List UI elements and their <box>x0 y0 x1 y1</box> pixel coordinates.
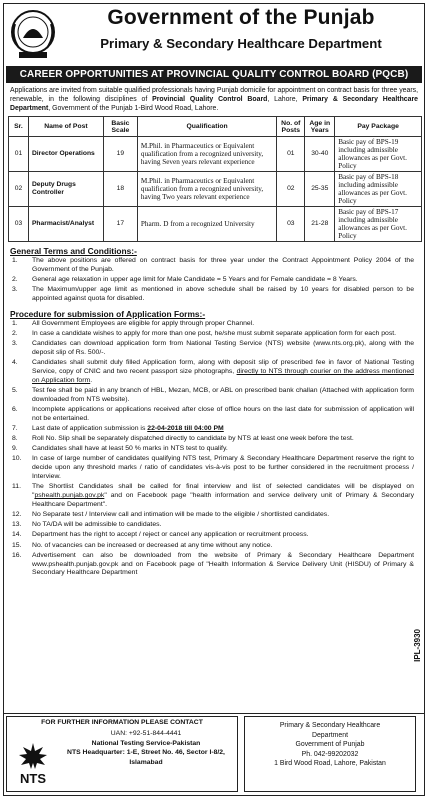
cell-age: 21-28 <box>305 207 335 242</box>
cell-pay: Basic pay of BPS-19 including admissible allowances as per Govt. Policy <box>335 137 422 172</box>
courier-instruction: directly to NTS through courier on the address mentioned on Application form <box>32 368 414 385</box>
nts-name: National Testing Service-Pakistan <box>91 739 201 747</box>
item-text: No. of vacancies can be increased or decreased at any time without any notice. <box>32 541 273 549</box>
website-link[interactable]: pshealth.punjab.gov.pk <box>34 492 105 500</box>
intro-paragraph <box>4 83 424 116</box>
item-text: In case of large number of candidates qualifying NTS test, Primary & Secondary Healthcare Department reserve the right to decide upon any threshold marks / ratio of candidates vis-à-vis post to be further considered in the recruitment process / Interview. <box>32 455 414 481</box>
table-row <box>9 137 422 172</box>
item-text: Last date of application submission is <box>32 425 148 433</box>
list-item <box>10 552 414 579</box>
list-item <box>10 359 414 386</box>
item-text: Candidates shall have at least 50 % marks in NTS test to qualify. <box>32 445 228 453</box>
cell-post: Director Operations <box>28 137 103 172</box>
column-header: Pay Package <box>335 117 422 137</box>
department-line: Primary & Secondary Healthcare <box>279 722 381 729</box>
terms-heading: General Terms and Conditions:- <box>10 246 137 256</box>
item-text: The Shortlist Candidates shall be called for final interview and list of selected candidates will be displayed on " <box>32 483 414 500</box>
procedure-list <box>4 320 424 578</box>
advertisement-page <box>3 3 425 796</box>
column-header: No. of Posts <box>277 117 305 137</box>
department-line: Department <box>311 731 348 739</box>
item-text: Candidates shall submit duly filled Application form, along with deposit slip of prescribed fee in favor of National Testing Service, copy of CNIC and two recent passport size photographs, <box>32 359 414 376</box>
item-number: 15. <box>12 541 22 549</box>
item-number: 1. <box>12 320 18 328</box>
list-item <box>10 521 414 530</box>
intro-text: , Lahore, <box>267 96 303 103</box>
list-item <box>10 531 414 540</box>
column-header: Name of Post <box>28 117 103 137</box>
list-item <box>10 542 414 551</box>
uan-number: UAN: +92-51-844-4441 <box>110 730 182 737</box>
item-text: Department has the right to accept / reject or cancel any application or recruitment process. <box>32 531 309 539</box>
list-item <box>10 257 414 275</box>
cell-age: 25-35 <box>305 172 335 207</box>
cell-pay: Basic pay of BPS-17 including admissible allowances as per Govt. Policy <box>335 207 422 242</box>
item-number: 6. <box>12 406 18 414</box>
nts-contact-box <box>6 716 238 792</box>
item-number: 2. <box>12 330 18 338</box>
list-item <box>10 445 414 454</box>
department-phone: Ph. 042-99202032 <box>301 750 359 758</box>
list-item <box>10 387 414 405</box>
cell-scale: 18 <box>103 172 137 207</box>
list-item <box>10 330 414 339</box>
cell-posts: 02 <box>277 172 305 207</box>
nts-city: Islamabad <box>129 758 163 766</box>
list-item <box>10 455 414 482</box>
intro-board-name: Provincial Quality Control Board <box>152 96 268 103</box>
cell-scale: 17 <box>103 207 137 242</box>
item-text: General age relaxation in upper age limit for Male Candidate = 5 Years and for Female candidate = 8 Years. <box>32 276 358 283</box>
item-text: Test fee shall be paid in any branch of HBL, Mezan, MCB, or ABL on prescribed bank challan (Attached with application form downloaded from NTS website). <box>32 387 414 404</box>
item-number: 3. <box>12 286 18 294</box>
list-item <box>10 511 414 520</box>
cell-qualification: M.Phil. in Pharmaceutics or Equivalent qualification from a recognized university, having Two years relevant experience <box>137 172 276 207</box>
cell-sr: 01 <box>9 137 29 172</box>
nts-logo-text: NTS <box>20 771 46 786</box>
column-header: Basic Scale <box>103 117 137 137</box>
nts-address: NTS Headquarter: 1-E, Street No. 46, Sector I-8/2, <box>67 749 225 756</box>
nts-contact-details <box>59 729 233 767</box>
item-number: 7. <box>12 425 18 433</box>
item-number: 10. <box>12 455 22 463</box>
footer <box>4 713 424 795</box>
list-item <box>10 320 414 329</box>
item-text: . <box>90 377 93 385</box>
punjab-emblem-icon <box>9 8 57 60</box>
department-address: 1 Bird Wood Road, Lahore, Pakistan <box>274 760 386 767</box>
intro-text: Applications are invited from suitable qualified professionals having Punjab domicile for appointment on contract basis for three years, renewable, in the following disciplines of <box>10 87 418 103</box>
item-number: 11. <box>12 483 22 491</box>
list-item <box>10 425 414 434</box>
procedure-heading: Procedure for submission of Application Forms:- <box>10 309 206 320</box>
department-contact-box <box>244 716 416 792</box>
column-header: Age in Years <box>305 117 335 137</box>
item-text: Roll No. Slip shall be separately dispatched directly to candidate by NTS at least one week before the test. <box>32 435 354 443</box>
cell-sr: 02 <box>9 172 29 207</box>
cell-post: Pharmacist/Analyst <box>28 207 103 242</box>
posts-table <box>8 116 422 242</box>
cell-qualification: Pharm. D from a recognized University <box>137 207 276 242</box>
item-text: The above positions are offered on contract basis for three year under the Contract Appointment Policy 2004 of the Government of the Punjab. <box>32 257 414 273</box>
item-number: 14. <box>12 531 22 539</box>
table-row <box>9 207 422 242</box>
item-number: 1. <box>12 257 18 264</box>
cell-posts: 03 <box>277 207 305 242</box>
list-item <box>10 276 414 285</box>
item-number: 9. <box>12 445 18 453</box>
table-row <box>9 172 422 207</box>
cell-post: Deputy Drugs Controller <box>28 172 103 207</box>
column-header: Qualification <box>137 117 276 137</box>
reference-code: IPL-3930 <box>413 629 422 662</box>
item-number: 2. <box>12 276 18 283</box>
table-header-row <box>9 117 422 137</box>
item-number: 8. <box>12 435 18 443</box>
intro-text: , Government of the Punjab 1-Bird Wood Road, Lahore. <box>48 105 219 112</box>
item-number: 12. <box>12 511 22 519</box>
list-item <box>10 406 414 424</box>
list-item <box>10 435 414 444</box>
last-date: 22-04-2018 till 04:00 PM <box>147 425 224 433</box>
cell-sr: 03 <box>9 207 29 242</box>
department-line: Government of Punjab <box>295 741 365 748</box>
intro-department-name: Primary & Secondary Healthcare Department <box>10 96 418 112</box>
cell-posts: 01 <box>277 137 305 172</box>
item-text: No TA/DA will be admissible to candidates. <box>32 521 162 529</box>
list-item <box>10 483 414 510</box>
header <box>4 4 424 66</box>
item-number: 13. <box>12 521 22 529</box>
item-text: Incomplete applications or applications received after close of office hours on the last date for submission of application will not be entertained. <box>32 406 414 423</box>
item-text: All Government Employees are eligible for apply through proper Channel. <box>32 320 255 328</box>
department-subtitle: Primary & Secondary Healthcare Department <box>100 36 382 51</box>
item-number: 5. <box>12 387 18 395</box>
cell-qualification: M.Phil. in Pharmaceutics or Equivalent qualification from a recognized university, having Seven years relevant experience <box>137 137 276 172</box>
department-contact-details <box>245 717 415 773</box>
item-number: 4. <box>12 359 18 367</box>
column-header: Sr. <box>9 117 29 137</box>
item-text: Advertisement can also be downloaded from the website of Primary & Secondary Healthcare Department www.pshealth.punjab.gov.pk and on Facebook page of "Health Information & Service Delivery Unit (HISDU) of Primary & Secondary Healthcare Department <box>32 551 414 577</box>
item-text: Candidates can download application form from National Testing Service (NTS) website (www.nts.org.pk), along with the deposit slip of Rs. 500/-. <box>32 340 414 357</box>
contact-heading: FOR FURTHER INFORMATION PLEASE CONTACT <box>41 719 203 726</box>
item-text: No Separate test / Interview call and intimation will be made to the eligible / shortlisted candidates. <box>32 511 330 519</box>
terms-list <box>4 257 424 304</box>
cell-scale: 19 <box>103 137 137 172</box>
cell-age: 30-40 <box>305 137 335 172</box>
nts-logo-icon <box>13 741 53 787</box>
item-text: The Maximum/upper age limit as mentioned in above schedule shall be raised by 10 years for disabled person to be appointed against quota for disabled. <box>32 286 414 302</box>
item-text: " and on Facebook page "health information and service delivery unit of Primary & Secondary Healthcare Department". <box>32 492 414 509</box>
banner-heading: CAREER OPPORTUNITIES AT PROVINCIAL QUALITY CONTROL BOARD (PQCB) <box>6 66 422 83</box>
page-title: Government of the Punjab <box>107 6 375 29</box>
list-item <box>10 286 414 304</box>
item-number: 16. <box>12 551 22 559</box>
list-item <box>10 340 414 358</box>
cell-pay: Basic pay of BPS-18 including admissible allowances as per Govt. Policy <box>335 172 422 207</box>
item-text: In case a candidate wishes to apply for more than one post, he/she must submit separate application form for each post. <box>32 330 397 338</box>
item-number: 3. <box>12 340 18 348</box>
